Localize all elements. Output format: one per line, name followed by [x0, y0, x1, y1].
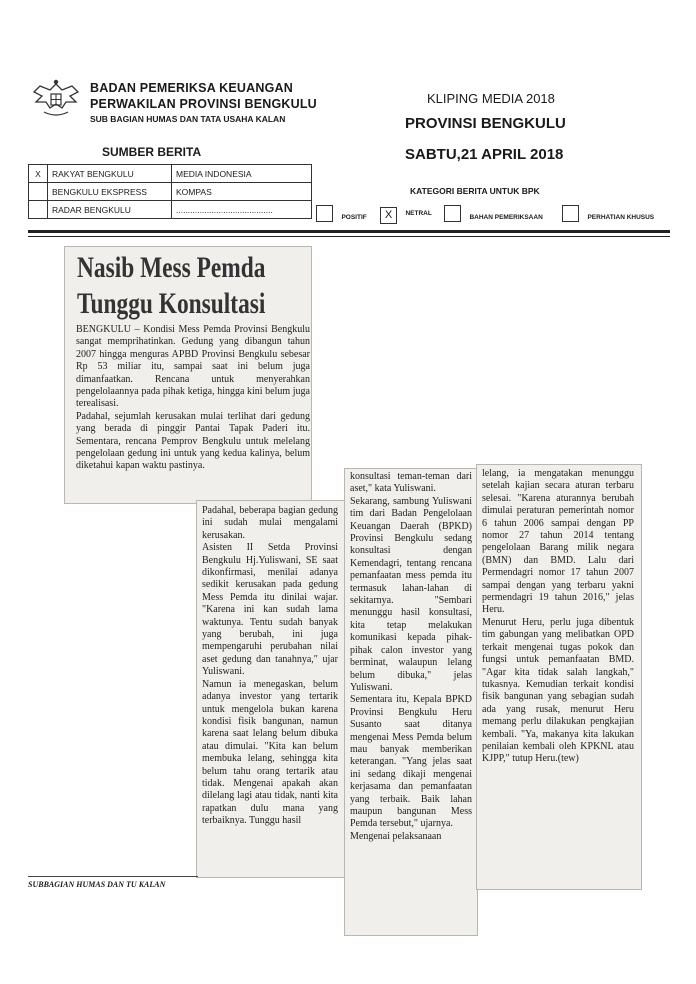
source-mark	[29, 183, 48, 201]
category-checkbox	[316, 205, 333, 222]
kliping-title: KLIPING MEDIA 2018	[427, 91, 555, 106]
source-name: KOMPAS	[172, 183, 312, 201]
category-label: PERHATIAN KHUSUS	[587, 214, 655, 221]
article-column-2: konsultasi teman-teman dari aset," kata Yuliswani. Sekarang, sambung Yuliswani tim dari Badan Pengelolaan Keuangan Daerah (BPKD) Provinsi Bengkulu sedang konsultasi dengan Kemendagri, tentang rencana pemanfaatan mess pemda itu termasuk lahan-lahan di sekitarnya. "Sembari menunggu hasil konsultasi, kita tetap melakukan komunikasi kepada pihak-pihak calon investor yang berminat, walaupun lelang belum dibuka," jelas Yuliswani. Sementara itu, Kepala BPKD Provinsi Bengkulu Heru Susanto saat ditanya mengenai Mess Pemda belum mau banyak memberikan keterangan. "Yang jelas saat ini sedang dikaji mengenai kerjasama dan pemanfaatan yang terbaik. Baik lahan maupun bangunan Mess Pemda tersebut," ujarnya. Mengenai pelaksanaan	[350, 471, 472, 842]
category-checkbox: X	[380, 207, 397, 224]
publication-date: SABTU,21 APRIL 2018	[405, 146, 564, 163]
kategori-option-perhatian-khusus	[562, 205, 654, 227]
kategori-title: KATEGORI BERITA UNTUK BPK	[410, 186, 540, 196]
source-name: BENGKULU EKSPRESS	[48, 183, 172, 201]
article-column-3: lelang, ia mengatakan menunggu setelah kajian secara aturan terbaru selesai. "Karena aturannya berubah dimulai peraturan pemerintah nomor 6 tahun 2006 sampai dengan PP nomor 27 tahun 2014 tentang pengelolaan Barang milik negara (BMN) dan BMD. Lalu dari Permendagri nomor 17 tahun 2007 sampai dengan yang terbaru yakni permendagri 19 tahun 2016," jelas Heru. Menurut Heru, perlu juga dibentuk tim gabungan yang melibatkan OPD terkait mengenai tugas pokok dan fungsi untuk pemanfaatan BMD. "Agar kita tidak salah langkah," tukasnya. Kemudian terkait kondisi fisik bangunan yang sebagian sudah ada yang rusak, menurut Heru memang perlu dilakukan pengkajian kembali. "Ya, makanya kita lakukan penilaian kembali oleh KPKNL atau KJPP," tutup Heru.(tew)	[482, 468, 634, 765]
kategori-option-netral	[380, 205, 432, 224]
article-lead-text: BENGKULU – Kondisi Mess Pemda Provinsi Bengkulu sangat memprihatinkan. Gedung yang dibangun tahun 2007 hingga menguras APBD Provinsi Bengkulu sebesar Rp 53 miliar itu, sampai saat ini belum juga dimanfaatkan. Rencana untuk menyerahkan pengelolaannya pada pihak ketiga, hingga kini belum juga terealisasi. Padahal, sejumlah kerusakan mulai terlihat dari gedung yang berada di pinggir Pantai Tapak Paderi itu. Sementara, rencana Pemprov Bengkulu untuk melelang pengelolaan gedung ini untuk yang kedua kalinya, belum diketahui kapan waktu pastinya.	[76, 324, 310, 472]
source-row	[29, 183, 312, 201]
kategori-option-bahan-pemeriksaan	[444, 205, 543, 227]
footer-text: SUBBAGIAN HUMAS DAN TU KALAN	[28, 880, 166, 889]
org-name-line1: BADAN PEMERIKSA KEUANGAN	[90, 81, 293, 95]
footer-rule	[28, 876, 198, 877]
category-label: POSITIF	[341, 214, 367, 221]
category-checkbox	[562, 205, 579, 222]
org-name-line2: PERWAKILAN PROVINSI BENGKULU	[90, 97, 317, 111]
kategori-option-positif	[316, 205, 367, 227]
article-column-1: Padahal, beberapa bagian gedung ini sudah mulai mengalami kerusakan. Asisten II Setda Provinsi Bengkulu Hj.Yuliswani, SE saat dikonfirmasi, menilai adanya sedikit kerusakan pada gedung Mess Pemda itu dinilai wajar. "Karena ini kan sudah lama waktunya. Tentu sudah banyak yang berubah, ini juga mempengaruhi perubahan nilai aset gedung dan tanahnya," ujar Yuliswani. Namun ia menegaskan, belum adanya investor yang tertarik untuk mengelola bukan karena kondisi fisik bangunan, namun karena saat lelang belum dibuka atau dimulai. "Kita kan belum membuka lelang, sehingga kita belum tahu orang tertarik atau tidak. Mengenai apakah akan dilelang lagi atau tidak, nanti kita rapatkan dulu mana yang terbaiknya. Tunggu hasil	[202, 505, 338, 827]
sumber-berita-table	[28, 164, 312, 219]
category-checkbox	[444, 205, 461, 222]
source-mark	[29, 201, 48, 219]
category-label: NETRAL	[405, 210, 432, 217]
province-title: PROVINSI BENGKULU	[405, 115, 566, 132]
source-name: RAKYAT BENGKULU	[48, 165, 172, 183]
header-divider	[28, 230, 670, 233]
source-name: .........................................	[172, 201, 312, 219]
header-divider	[28, 236, 670, 237]
garuda-logo-icon	[30, 78, 82, 122]
org-name-line3: SUB BAGIAN HUMAS DAN TATA USAHA KALAN	[90, 114, 286, 124]
sumber-berita-title: SUMBER BERITA	[102, 145, 202, 159]
source-row	[29, 165, 312, 183]
article-headline: Nasib Mess Pemda Tunggu Konsultasi	[77, 251, 266, 320]
source-row	[29, 201, 312, 219]
category-label: BAHAN PEMERIKSAAN	[469, 214, 543, 221]
source-name: RADAR BENGKULU	[48, 201, 172, 219]
source-mark: X	[29, 165, 48, 183]
source-name: MEDIA INDONESIA	[172, 165, 312, 183]
